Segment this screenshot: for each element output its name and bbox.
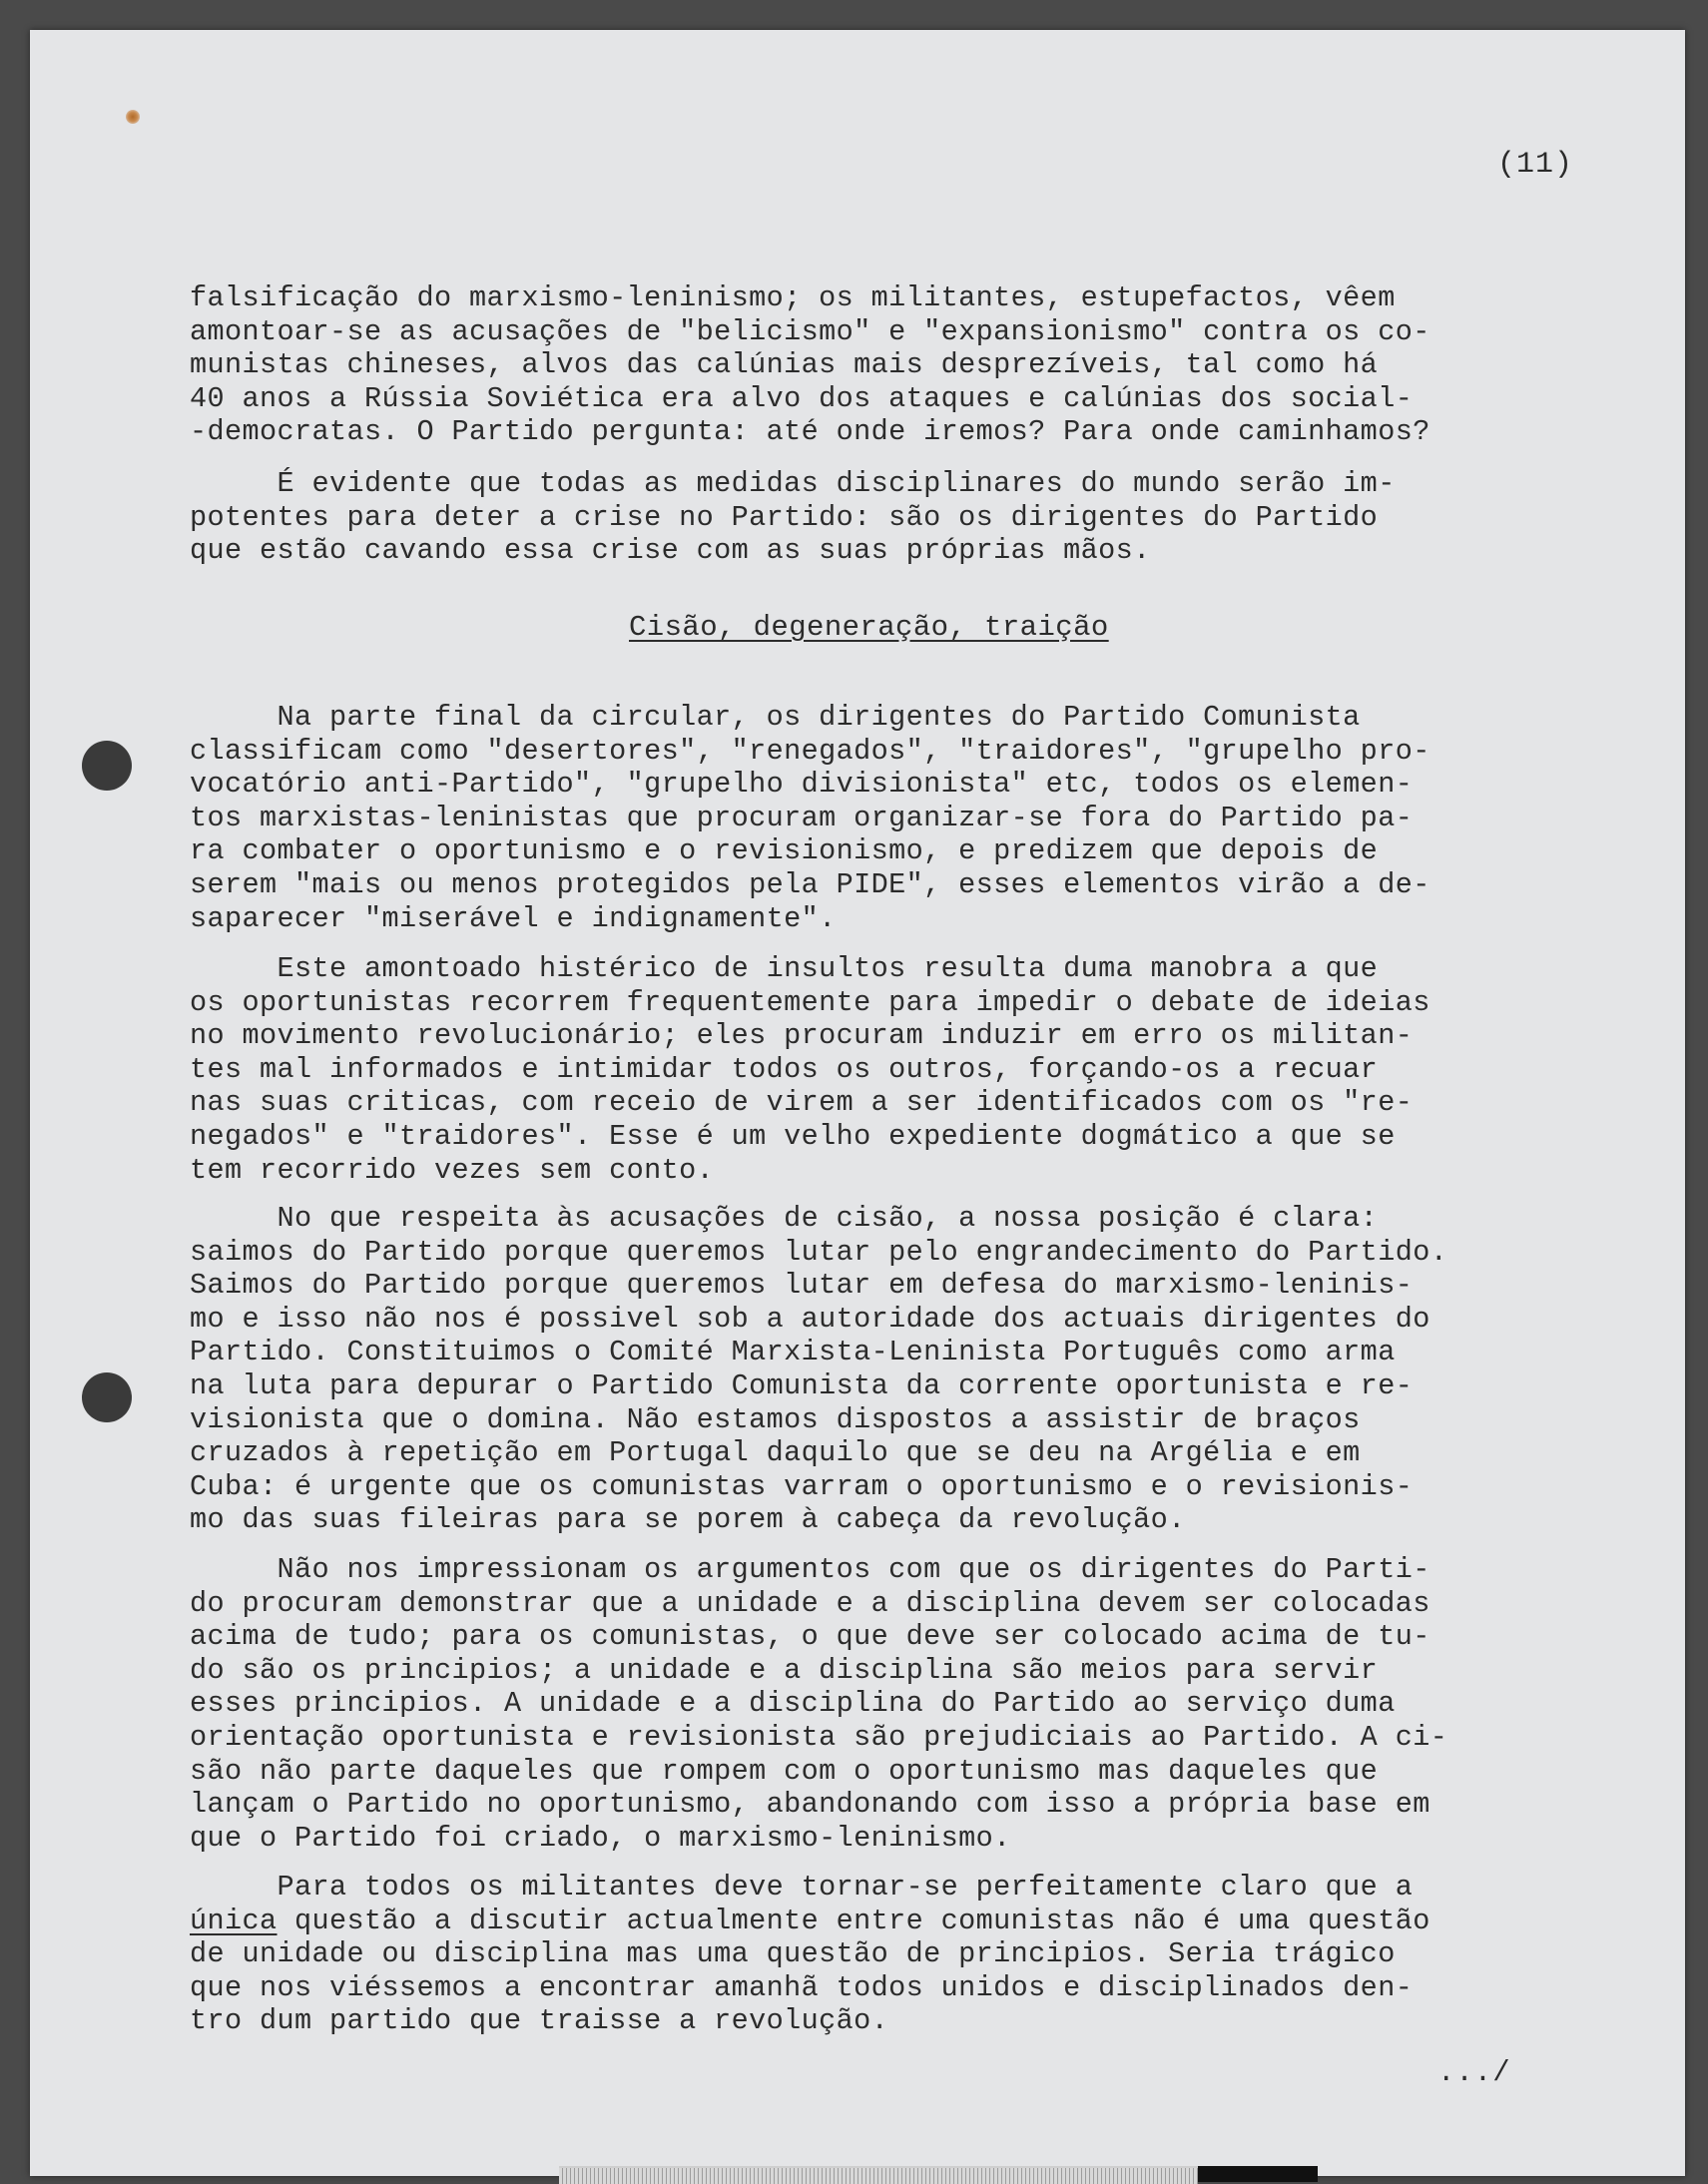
paragraph-7-line-1: Para todos os militantes deve tornar-se perfeitamente claro que a (190, 1871, 1414, 1904)
punch-hole-upper (82, 741, 132, 791)
paragraph-4: Este amontoado histérico de insultos resulta duma manobra a que os oportunistas recorrem frequentemente para impedir o debate de ideias no movimento revolucionário; eles procuram induzir em erro os militan- tes mal informados e intimidar todos os outros, forçando-os a recuar nas suas criticas, com receio de virem a ser identificados com os "re- negados" e "traidores". Esse é um velho expediente dogmático a que se tem recorrido vezes sem conto. (190, 952, 1430, 1187)
paragraph-5: No que respeita às acusações de cisão, a nossa posição é clara: saimos do Partido porque queremos lutar pelo engrandecimento do Partido. Saimos do Partido porque queremos lutar em defesa do marxismo-leninis- mo e isso não nos é possivel sob a autoridade dos actuais dirigentes do Partido. Constituimos o Comité Marxista-Leninista Português como arma na luta para depurar o Partido Comunista da corrente oportunista e re- visionista que o domina. Não estamos dispostos a assistir de braços cruzados à repetição em Portugal daquilo que se deu na Argélia e em Cuba: é urgente que os comunistas varram o oportunismo e o revisionis- mo das suas fileiras para se porem à cabeça da revolução. (190, 1202, 1448, 1537)
section-heading: Cisão, degeneração, traição (629, 611, 1109, 644)
scale-ruler (559, 2166, 1198, 2184)
paragraph-3: Na parte final da circular, os dirigentes do Partido Comunista classificam como "desertores", "renegados", "traidores", "grupelho pro- vocatório anti-Partido", "grupelho divisionista" etc, todos os elemen- tos marxistas-leninistas que procuram organizar-se fora do Partido pa- ra combater o oportunismo e o revisionismo, e predizem que depois de serem "mais ou menos protegidos pela PIDE", esses elementos virão a de- saparecer "miserável e indignamente". (190, 701, 1430, 935)
continuation-mark: .../ (1437, 2056, 1511, 2089)
emphasis-unica: única (190, 1904, 278, 1937)
paragraph-2: É evidente que todas as medidas disciplinares do mundo serão im- potentes para deter a crise no Partido: são os dirigentes do Partido que estão cavando essa crise com as suas próprias mãos. (190, 467, 1396, 568)
paragraph-1: falsificação do marxismo-leninismo; os militantes, estupefactos, vêem amontoar-se as acusações de "belicismo" e "expansionismo" contra os co- munistas chineses, alvos das calúnias mais desprezíveis, tal como há 40 anos a Rússia Soviética era alvo dos ataques e calúnias dos social- -democratas. O Partido pergunta: até onde iremos? Para onde caminhamos? (190, 281, 1430, 449)
document-page (30, 30, 1685, 2176)
punch-hole-lower (82, 1372, 132, 1422)
paper-stain (126, 110, 140, 124)
page-number: (11) (1497, 148, 1574, 182)
scale-ruler-dark (1198, 2166, 1318, 2182)
paragraph-7-rest: questão a discutir actualmente entre comunistas não é uma questão de unidade ou disciplina mas uma questão de principios. Seria trágico que nos viéssemos a encontrar amanhã todos unidos e disciplinados den- tro dum partido que traisse a revolução. (190, 1904, 1430, 2038)
paragraph-7 (190, 1871, 1647, 2038)
paragraph-6: Não nos impressionam os argumentos com que os dirigentes do Parti- do procuram demonstrar que a unidade e a disciplina devem ser colocadas acima de tudo; para os comunistas, o que deve ser colocado acima de tu- do são os principios; a unidade e a disciplina são meios para servir esses principios. A unidade e a disciplina do Partido ao serviço duma orientação oportunista e revisionista são prejudiciais ao Partido. A ci- são não parte daqueles que rompem com o oportunismo mas daqueles que lançam o Partido no oportunismo, abandonando com isso a própria base em que o Partido foi criado, o marxismo-leninismo. (190, 1553, 1448, 1855)
